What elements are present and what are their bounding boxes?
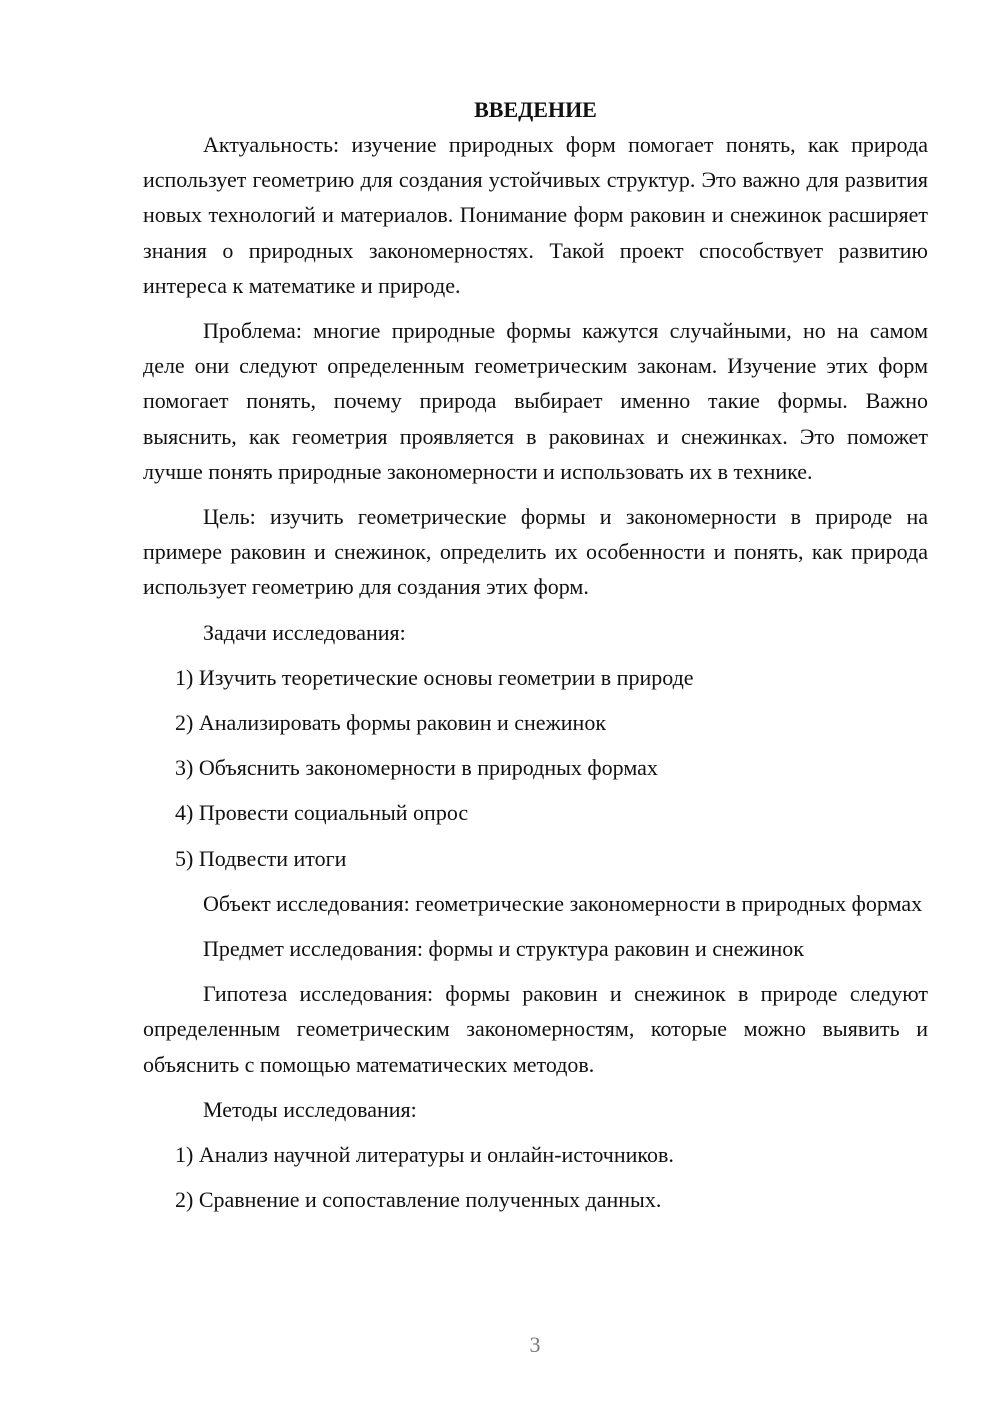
list-item: 5) Подвести итоги [175, 845, 347, 871]
list-item: 3) Объяснить закономерности в природных формах [175, 755, 658, 781]
list-item: 2) Сравнение и сопоставление полученных данных. [175, 1187, 662, 1213]
problem-paragraph: Проблема: многие природные формы кажутся случайными, но на самом деле они следуют определенным геометрическим законам. Изучение этих форм помогает понять, почему природа выбирает именно такие формы. Важно выяснить, как геометрия проявляется в раковинах и снежинках. Это поможет лучше понять природные закономерности и использовать их в технике. [143, 318, 928, 484]
list-item: 4) Провести социальный опрос [175, 800, 469, 826]
hypothesis-paragraph: Гипотеза исследования: формы раковин и снежинок в природе следуют определенным геометрическим закономерностям, которые можно выявить и объяснить с помощью математических методов. [143, 981, 928, 1077]
page-number: 3 [529, 1332, 541, 1357]
goal-paragraph: Цель: изучить геометрические формы и закономерности в природе на примере раковин и снежинок, определить их особенности и понять, как природа использует геометрию для создания этих форм. [143, 504, 928, 600]
object-paragraph: Объект исследования: геометрические закономерности в природных формах [203, 890, 923, 916]
subject-paragraph: Предмет исследования: формы и структура раковин и снежинок [203, 936, 804, 962]
tasks-list [143, 660, 928, 876]
methods-heading: Методы исследования: [203, 1096, 417, 1122]
list-item: 2) Анализировать формы раковин и снежинок [175, 710, 607, 736]
list-item: 1) Изучить теоретические основы геометрии в природе [175, 664, 694, 690]
section-title: ВВЕДЕНИЕ [474, 97, 597, 122]
list-item: 1) Анализ научной литературы и онлайн-источников. [175, 1142, 674, 1168]
page-content [143, 92, 928, 1227]
methods-list [143, 1137, 928, 1217]
relevance-paragraph: Актуальность: изучение природных форм помогает понять, как природа использует геометрию для создания устойчивых структур. Это важно для развития новых технологий и материалов. Понимание форм раковин и снежинок расширяет знания о природных закономерностях. Такой проект способствует развитию интереса к математике и природе. [143, 132, 928, 298]
tasks-heading: Задачи исследования: [203, 619, 406, 645]
